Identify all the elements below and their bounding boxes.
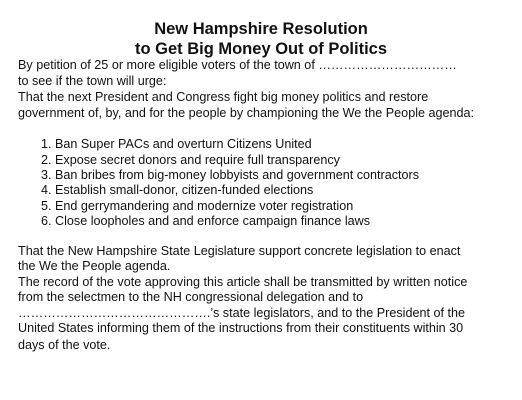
agenda-item: 5. End gerrymandering and modernize voter registration bbox=[41, 199, 354, 213]
document-title-line-2: to Get Big Money Out of Politics bbox=[134, 40, 388, 58]
intro-urge-line: to see if the town will urge: bbox=[18, 74, 167, 88]
agenda-item: 3. Ban bribes from big-money lobbyists and government contractors bbox=[41, 168, 419, 182]
closing-days-line: days of the vote. bbox=[18, 338, 111, 352]
closing-legislature-line: That the New Hampshire State Legislature support concrete legislation to enact bbox=[18, 244, 461, 258]
intro-agenda-line: government of, by, and for the people by championing the We the People agenda: bbox=[18, 106, 475, 120]
closing-legislators-line: ……………………………………….’s state legislators, and to the President of the bbox=[18, 306, 465, 320]
agenda-item: 6. Close loopholes and and enforce campaign finance laws bbox=[41, 214, 371, 228]
document-title-line-1: New Hampshire Resolution bbox=[154, 20, 368, 38]
closing-record-line: The record of the vote approving this article shall be transmitted by written notice bbox=[18, 275, 468, 289]
agenda-item: 4. Establish small-donor, citizen-funded elections bbox=[41, 183, 314, 197]
agenda-item: 2. Expose secret donors and require full transparency bbox=[41, 153, 340, 167]
agenda-item: 1. Ban Super PACs and overturn Citizens United bbox=[41, 137, 312, 151]
intro-congress-line: That the next President and Congress fight big money politics and restore bbox=[18, 90, 429, 104]
intro-petition-line: By petition of 25 or more eligible voters of the town of …………………………… bbox=[18, 58, 457, 72]
closing-agenda-line: the We the People agenda. bbox=[18, 259, 171, 273]
closing-selectmen-line: from the selectmen to the NH congressional delegation and to bbox=[18, 290, 364, 304]
closing-instructions-line: United States informing them of the instructions from their constituents within 30 bbox=[18, 321, 464, 335]
